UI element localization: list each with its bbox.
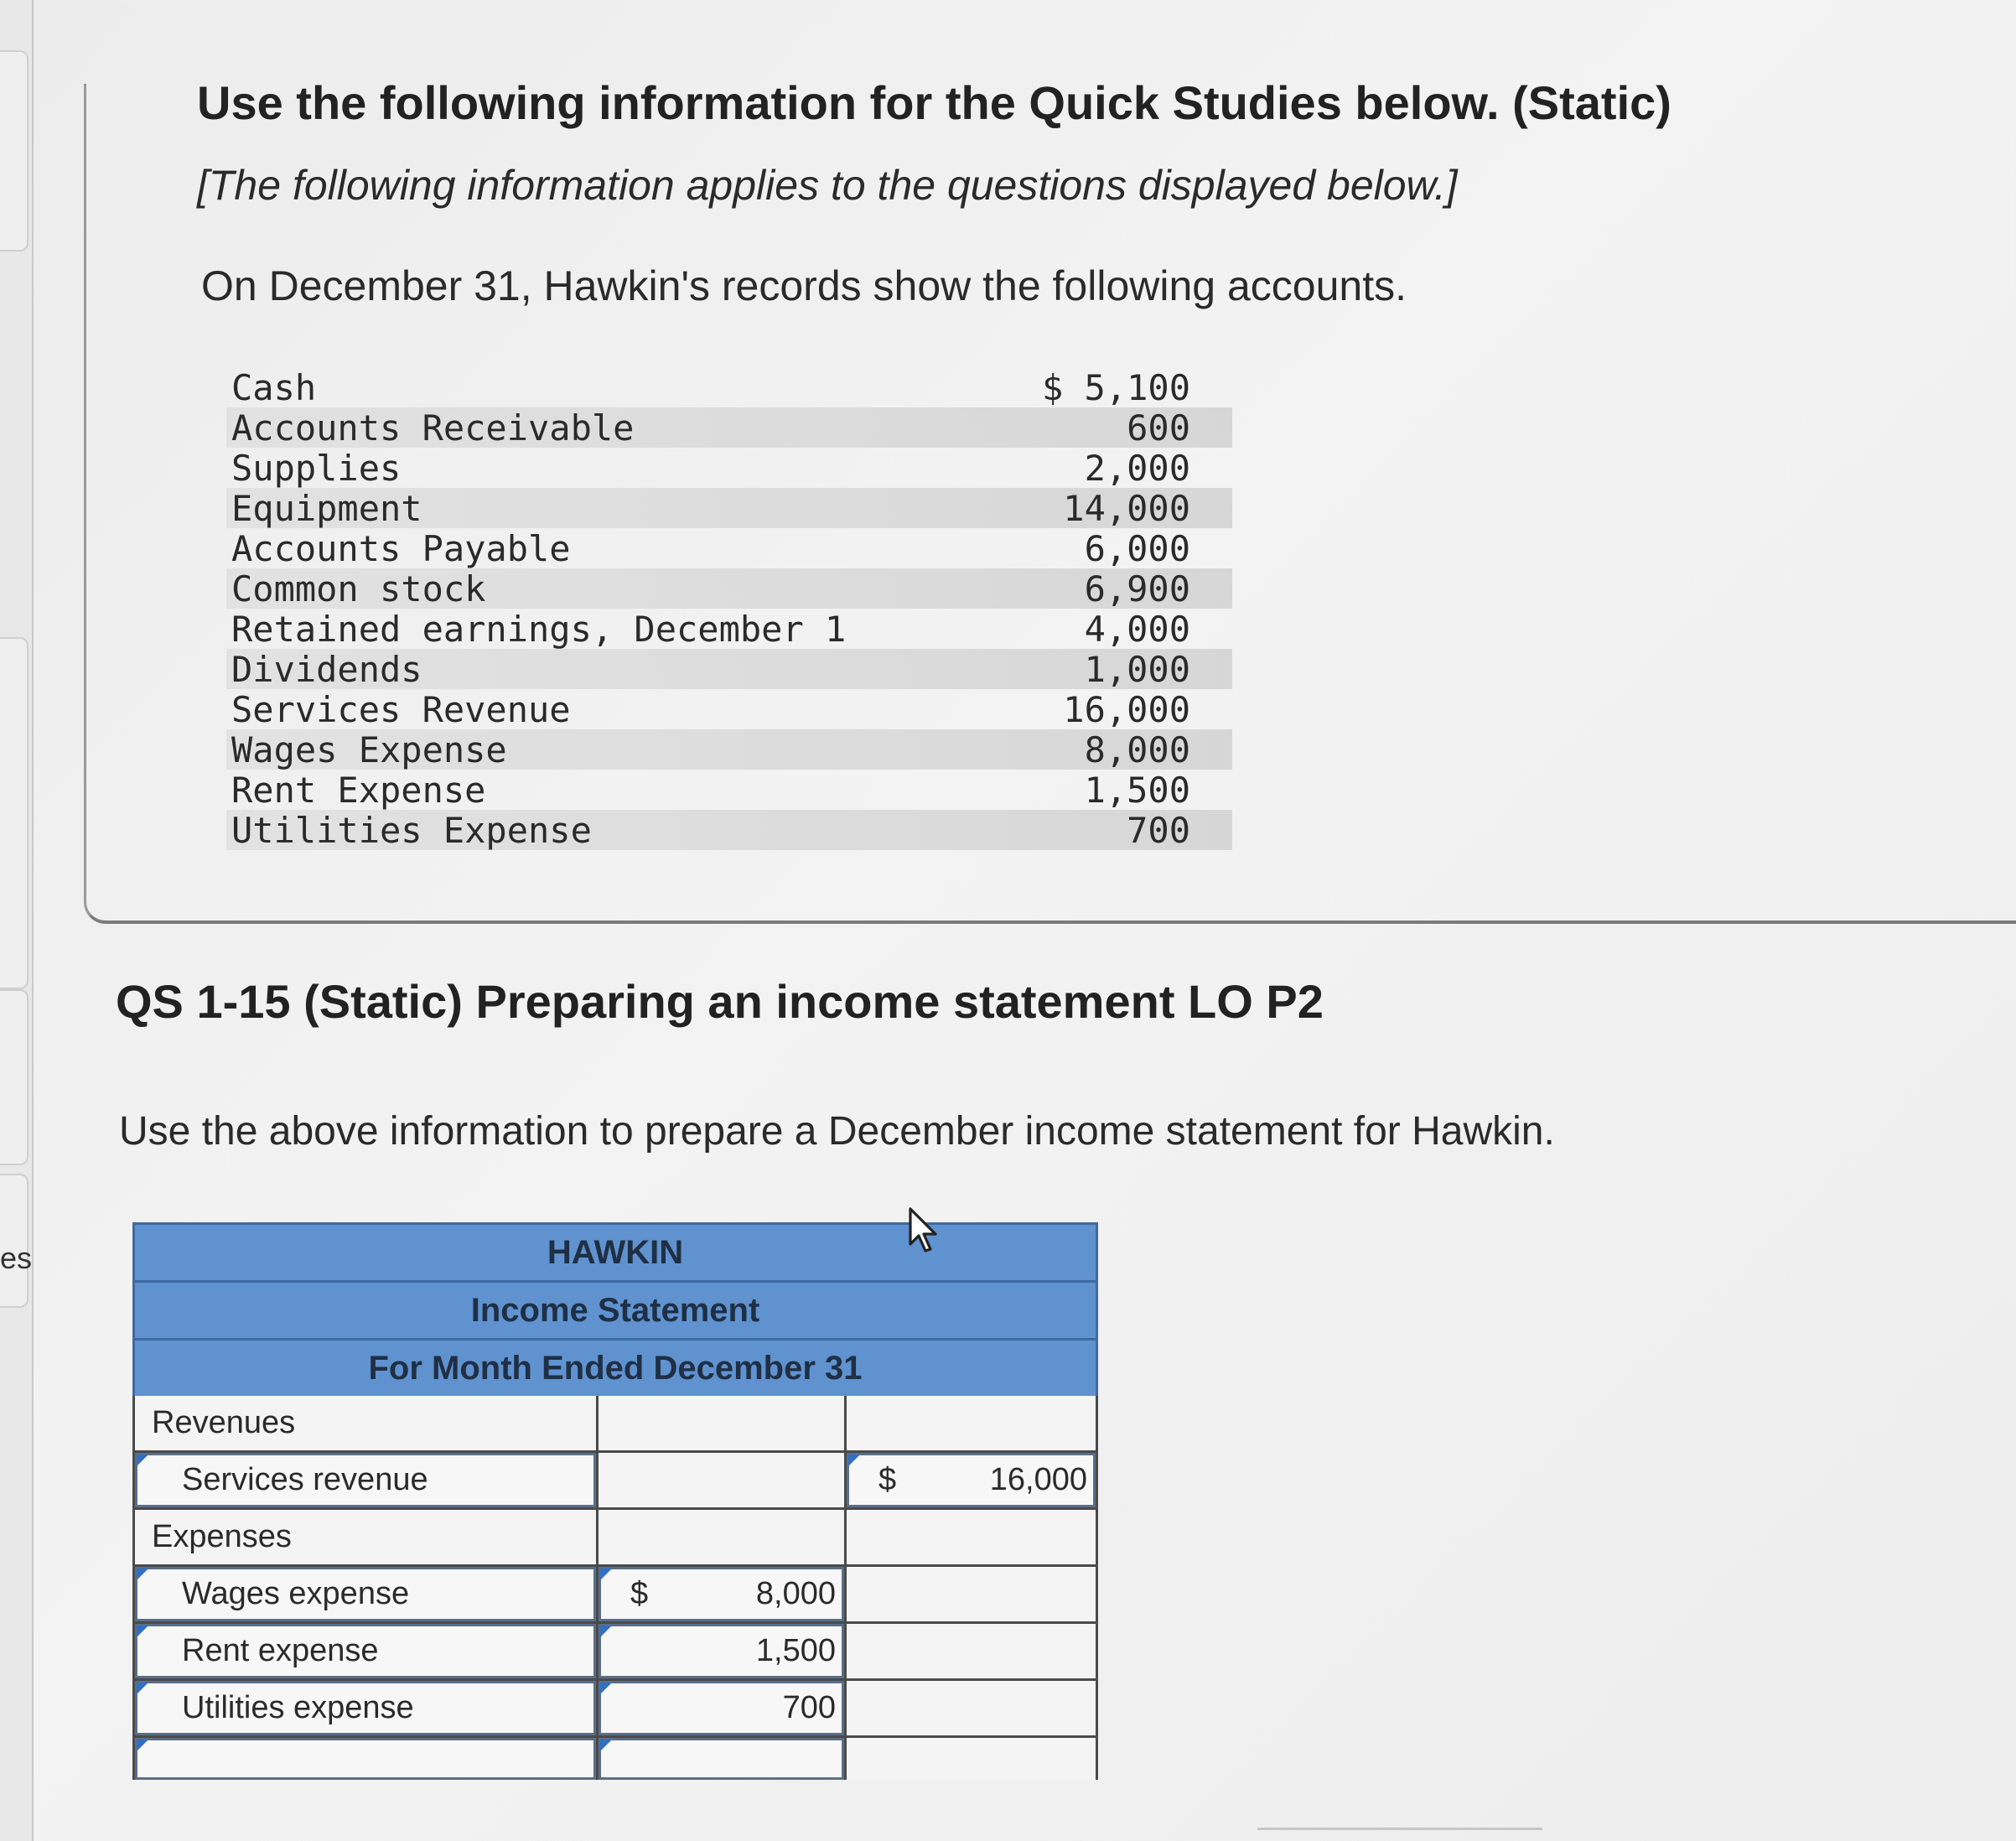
account-row bbox=[226, 488, 1232, 528]
rent-expense-input[interactable] bbox=[599, 1624, 847, 1681]
account-row bbox=[226, 770, 1232, 810]
account-name: Supplies bbox=[231, 447, 402, 489]
accounts-table bbox=[226, 367, 1232, 850]
services-revenue-input[interactable] bbox=[847, 1453, 1098, 1510]
blank-total-cell bbox=[847, 1738, 1098, 1780]
revenues-label bbox=[132, 1396, 599, 1453]
account-amount: 14,000 bbox=[1063, 487, 1190, 529]
utilities-expense-select[interactable] bbox=[132, 1681, 599, 1738]
question-instruction: Use the above information to prepare a December income statement for Hawkin. bbox=[119, 1109, 1555, 1154]
account-row bbox=[226, 729, 1232, 770]
revenues-label-text: Revenues bbox=[152, 1405, 296, 1440]
question-heading: QS 1-15 (Static) Preparing an income statement LO P2 bbox=[116, 975, 1324, 1028]
account-amount: 4,000 bbox=[1084, 608, 1190, 650]
services-revenue-label: Services revenue bbox=[182, 1462, 428, 1497]
rent-expense-label: Rent expense bbox=[182, 1633, 379, 1668]
services-revenue-select[interactable] bbox=[132, 1453, 599, 1510]
account-amount: 2,000 bbox=[1084, 447, 1190, 489]
revenues-amount-cell bbox=[599, 1396, 847, 1453]
expenses-label-text: Expenses bbox=[152, 1519, 292, 1554]
account-name: Rent Expense bbox=[231, 769, 486, 811]
revenues-total-cell bbox=[847, 1396, 1098, 1453]
account-name: Equipment bbox=[231, 487, 422, 529]
account-row bbox=[226, 407, 1232, 448]
account-amount: 6,000 bbox=[1084, 527, 1190, 569]
account-name: Dividends bbox=[231, 648, 422, 690]
account-amount: 8,000 bbox=[1084, 729, 1190, 770]
account-name: Common stock bbox=[231, 568, 486, 609]
account-amount: 6,900 bbox=[1084, 568, 1190, 609]
wages-expense-value: 8,000 bbox=[755, 1576, 836, 1611]
sidebar-tab[interactable] bbox=[0, 637, 29, 989]
dollar-sign: $ bbox=[630, 1576, 649, 1611]
info-intro: On December 31, Hawkin's records show the following accounts. bbox=[201, 262, 1407, 309]
left-sidebar bbox=[0, 0, 34, 1841]
sidebar-label: es bbox=[0, 1241, 33, 1275]
wages-expense-input[interactable] bbox=[599, 1567, 847, 1624]
services-revenue-amount-cell bbox=[599, 1453, 847, 1510]
wages-expense-select[interactable] bbox=[132, 1567, 599, 1624]
account-name: Utilities Expense bbox=[231, 809, 592, 851]
account-amount: 700 bbox=[1127, 809, 1190, 851]
dollar-sign: $ bbox=[878, 1462, 897, 1497]
sidebar-tab[interactable] bbox=[0, 989, 29, 1165]
wages-total-cell bbox=[847, 1567, 1098, 1624]
account-row bbox=[226, 609, 1232, 649]
expenses-total-cell bbox=[847, 1510, 1098, 1567]
rent-expense-select[interactable] bbox=[132, 1624, 599, 1681]
info-subtitle: [The following information applies to the questions displayed below.] bbox=[197, 162, 1458, 209]
expenses-label bbox=[132, 1510, 599, 1567]
account-name: Cash bbox=[231, 366, 317, 408]
account-name: Accounts Receivable bbox=[231, 407, 635, 449]
expenses-amount-cell bbox=[599, 1510, 847, 1567]
account-amount: 16,000 bbox=[1063, 688, 1190, 730]
account-row bbox=[226, 568, 1232, 609]
account-row bbox=[226, 649, 1232, 689]
statement-company: HAWKIN bbox=[132, 1222, 1098, 1280]
account-name: Wages Expense bbox=[231, 729, 507, 770]
income-statement bbox=[132, 1222, 1098, 1780]
account-row bbox=[226, 448, 1232, 488]
blank-amount-input[interactable] bbox=[599, 1738, 847, 1780]
services-revenue-value: 16,000 bbox=[989, 1462, 1087, 1497]
account-amount: 1,500 bbox=[1084, 769, 1190, 811]
statement-name: Income Statement bbox=[132, 1280, 1098, 1338]
account-row bbox=[226, 528, 1232, 568]
statement-grid bbox=[132, 1396, 1098, 1780]
account-row bbox=[226, 367, 1232, 407]
account-amount: 1,000 bbox=[1084, 648, 1190, 690]
mouse-cursor-icon bbox=[907, 1207, 941, 1254]
wages-expense-label: Wages expense bbox=[182, 1576, 410, 1611]
account-row bbox=[226, 810, 1232, 850]
sidebar-tab[interactable] bbox=[0, 50, 29, 252]
footer-divider bbox=[1257, 1828, 1542, 1830]
page-title: Use the following information for the Quick Studies below. (Static) bbox=[197, 76, 1671, 129]
utilities-expense-value: 700 bbox=[782, 1690, 836, 1725]
account-name: Services Revenue bbox=[231, 688, 571, 730]
rent-expense-value: 1,500 bbox=[755, 1633, 836, 1668]
account-row bbox=[226, 689, 1232, 729]
account-amount: $ 5,100 bbox=[1041, 366, 1190, 408]
account-name: Accounts Payable bbox=[231, 527, 571, 569]
utilities-expense-label: Utilities expense bbox=[182, 1690, 414, 1725]
rent-total-cell bbox=[847, 1624, 1098, 1681]
statement-period: For Month Ended December 31 bbox=[132, 1338, 1098, 1396]
account-amount: 600 bbox=[1127, 407, 1190, 449]
utilities-expense-input[interactable] bbox=[599, 1681, 847, 1738]
blank-account-select[interactable] bbox=[132, 1738, 599, 1780]
account-name: Retained earnings, December 1 bbox=[231, 608, 847, 650]
utilities-total-cell bbox=[847, 1681, 1098, 1738]
